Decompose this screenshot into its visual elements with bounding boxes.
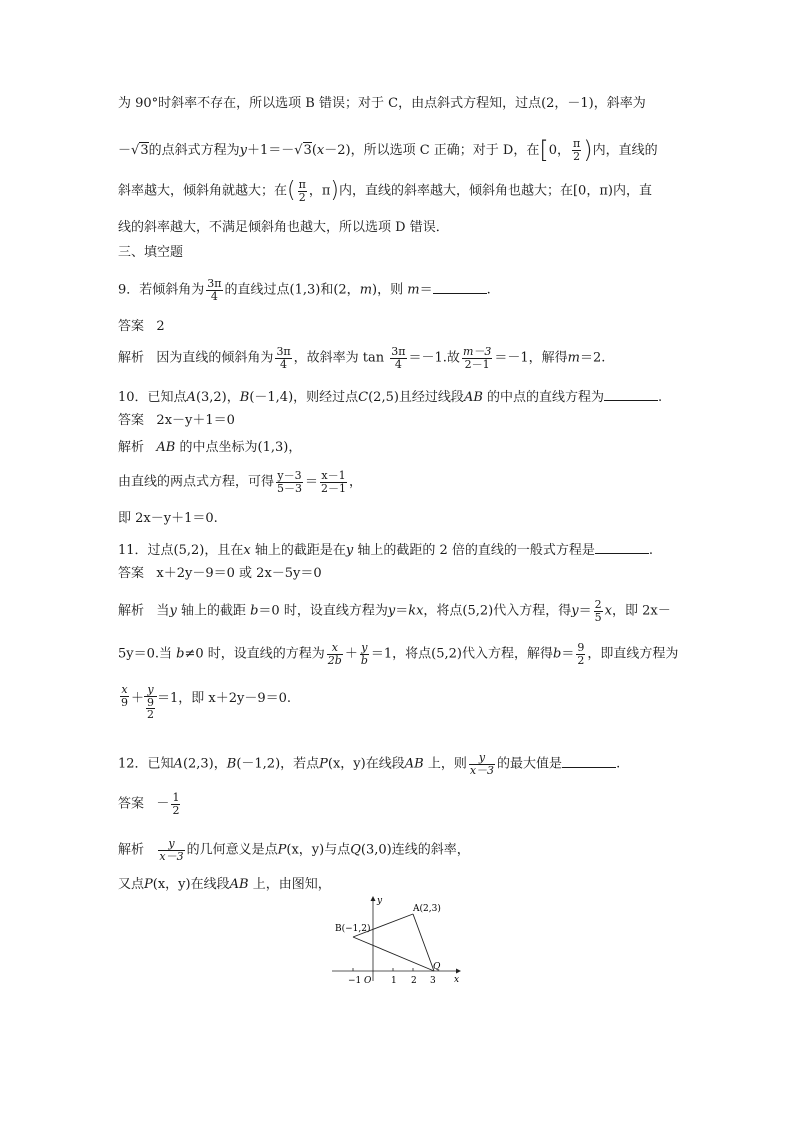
den: 9 <box>121 695 128 709</box>
den: 2 <box>147 708 155 722</box>
num: y <box>158 838 184 851</box>
question-12 <box>118 752 620 776</box>
text: ＝ <box>578 603 592 619</box>
var: kx <box>408 603 424 619</box>
sqrt-icon: √ <box>294 142 303 158</box>
var: A <box>186 390 196 405</box>
paragraph-line-3 <box>118 178 652 204</box>
paragraph-line-1 <box>118 96 646 112</box>
var: y <box>239 142 247 158</box>
answer-value: 2x－y＋1＝0 <box>156 413 235 428</box>
solution-10-line-1 <box>118 440 301 456</box>
text: 的中点的直线方程为 <box>487 390 605 405</box>
var: m <box>407 282 420 298</box>
fraction <box>120 684 129 708</box>
text: . <box>648 543 654 558</box>
text: 由直线的两点式方程，可得 <box>118 474 275 490</box>
solution-12-line-2 <box>118 877 331 893</box>
text: ，故斜率为 tan <box>293 350 385 366</box>
answer-sign: － <box>156 796 170 812</box>
var: y <box>571 603 579 619</box>
text: 的点斜式方程为 <box>148 142 240 158</box>
text: (x，y)在线段 <box>152 877 230 892</box>
text: 又点 <box>118 877 145 892</box>
text: (3,2)， <box>195 390 240 405</box>
num: y－3 <box>277 469 302 482</box>
num: y <box>361 641 368 654</box>
segment-BQ <box>353 937 434 971</box>
text: 10．已知点 <box>118 390 187 405</box>
text: ＝ <box>419 282 433 298</box>
text: 三、填空题 <box>118 245 184 260</box>
label-x: x <box>454 975 460 985</box>
text: 0， <box>548 142 571 158</box>
text: ＋ <box>131 691 145 706</box>
answer-blank <box>595 541 649 554</box>
text: (x，y)在线段 <box>327 756 405 772</box>
den: 4 <box>280 357 288 371</box>
solution-9 <box>118 346 605 370</box>
section-heading <box>118 245 183 261</box>
var: P <box>144 877 153 892</box>
x-axis-arrow-icon <box>456 969 461 974</box>
text: ＝－1，解得 <box>494 350 568 366</box>
text: 12．已知 <box>118 756 174 772</box>
text: 线的斜率越大，不满足倾斜角也越大，所以选项 D 错误． <box>118 220 449 235</box>
den: 2－1 <box>321 481 347 495</box>
var: P <box>277 842 287 858</box>
solution-10-line-2 <box>118 470 362 494</box>
text: 轴上的截距 <box>180 603 246 619</box>
var: y <box>345 543 354 558</box>
text: 的直线过点(1,3)和(2， <box>224 282 360 298</box>
text: 的几何意义是点 <box>186 842 278 858</box>
text: 当 <box>156 603 170 619</box>
text: 上，则 <box>427 756 467 772</box>
text: )，则 <box>372 282 404 298</box>
var: x <box>316 142 325 158</box>
sqrt-icon: √ <box>131 142 140 158</box>
text: ＝1，将点(5,2)代入方程，解得 <box>370 646 553 662</box>
text: ＝1，即 x＋2y－9＝0. <box>157 691 292 706</box>
text: 的最大值是 <box>497 756 563 772</box>
solution-11-line-3 <box>118 684 291 721</box>
paragraph-line-4 <box>118 220 449 236</box>
paragraph-line-2 <box>118 136 658 165</box>
answer-12 <box>118 792 182 816</box>
den: 4 <box>394 357 402 371</box>
text: 内，直线的 <box>592 142 658 158</box>
coordinate-figure <box>330 893 465 988</box>
tick-label: −1 <box>348 976 362 986</box>
den: 2 <box>298 190 306 204</box>
text: ＝ <box>395 603 409 619</box>
var: m <box>567 350 580 366</box>
answer-10 <box>118 413 235 429</box>
den: 5 <box>594 610 602 624</box>
den: 5－3 <box>277 481 303 495</box>
solution-label: 解析 <box>118 350 145 366</box>
num: 3π <box>207 277 222 290</box>
text: ＝－1.故 <box>408 350 460 366</box>
var: B <box>239 390 250 405</box>
text: ，即 2x－ <box>611 603 671 619</box>
num: y <box>469 752 495 765</box>
var: y <box>387 603 396 619</box>
fraction <box>594 599 603 623</box>
fraction <box>206 278 222 302</box>
den: b <box>360 653 368 667</box>
fraction <box>146 697 155 721</box>
text: 11．过点(5,2)，且在 <box>118 543 244 558</box>
y-axis-arrow-icon <box>371 896 376 901</box>
var: AB <box>463 390 483 405</box>
var: x <box>604 603 612 619</box>
text: 轴上的截距是在 <box>254 543 346 558</box>
solution-11-line-1 <box>118 599 671 623</box>
text: (－1,2)，若点 <box>236 756 320 772</box>
var: m <box>359 282 373 298</box>
num: 9 <box>577 641 585 654</box>
solution-10-line-3 <box>118 511 218 527</box>
den: 2 <box>573 149 581 163</box>
var: AB <box>404 756 424 772</box>
text: ，π <box>308 183 331 199</box>
text: ＋ <box>344 646 358 662</box>
text: (x，y)与点 <box>286 842 351 858</box>
fraction <box>276 470 303 494</box>
den <box>144 697 157 721</box>
var: A <box>173 756 183 772</box>
fraction <box>360 642 369 666</box>
var: Q <box>350 842 361 858</box>
var: AB <box>156 440 176 455</box>
var: C <box>358 390 369 405</box>
fraction <box>469 752 495 776</box>
num: y <box>144 684 157 697</box>
fraction <box>390 346 406 370</box>
num: x <box>121 683 128 696</box>
answer-label: 答案 <box>118 413 145 428</box>
answer-label: 答案 <box>118 796 145 812</box>
answer-11 <box>118 566 322 582</box>
question-11 <box>118 541 653 559</box>
text: ( <box>311 142 317 158</box>
solution-11-line-2 <box>118 642 678 666</box>
num: π <box>573 137 581 151</box>
num: x <box>327 642 343 655</box>
text: (2,5)且经过线段 <box>368 390 464 405</box>
fraction <box>462 346 492 370</box>
num: 3π <box>391 345 406 358</box>
var: AB <box>229 877 249 892</box>
fraction <box>576 642 585 666</box>
solution-label: 解析 <box>118 440 145 455</box>
tick-label: 2 <box>411 976 417 986</box>
tick-label: 3 <box>430 976 436 986</box>
label-A: A(2,3) <box>413 904 441 914</box>
paren-icon: ) <box>330 178 339 203</box>
num: x－1 <box>321 469 346 482</box>
den: 4 <box>210 289 218 303</box>
text: 的中点坐标为(1,3)， <box>179 440 302 455</box>
text: 轴上的截距的 2 倍的直线的一般式方程是 <box>357 543 595 558</box>
bracket-icon: [ <box>539 136 549 164</box>
tick-label: 1 <box>391 976 397 986</box>
var: y <box>169 603 177 619</box>
num: 3π <box>276 345 291 358</box>
question-9 <box>118 278 491 302</box>
answer-blank <box>604 388 658 401</box>
var: x <box>243 543 251 558</box>
fraction <box>158 838 184 862</box>
text: . <box>658 390 663 405</box>
paren-icon: ( <box>287 178 296 203</box>
var: B <box>226 756 237 772</box>
text: 5y＝0.当 <box>118 646 173 662</box>
answer-blank <box>562 755 616 768</box>
num: m－3 <box>462 345 492 358</box>
answer-value: 2 <box>156 319 165 334</box>
text: 上，由图知， <box>252 877 331 892</box>
text: 为 90°时斜率不存在，所以选项 B 错误；对于 C，由点斜式方程知，过点(2，－1)，斜率为 <box>118 96 646 111</box>
solution-12-line-1 <box>118 838 470 862</box>
text: ，即直线方程为 <box>587 646 679 662</box>
fraction <box>327 642 343 666</box>
text: 3 <box>303 142 312 158</box>
den: 2－1 <box>464 357 490 371</box>
text: ， <box>349 474 363 490</box>
answer-label: 答案 <box>118 319 145 334</box>
label-O: O <box>364 976 372 986</box>
text: . <box>486 282 491 298</box>
question-10 <box>118 388 662 406</box>
text: 斜率越大，倾斜角就越大；在 <box>118 183 288 199</box>
text: 内，直线的斜率越大，倾斜角也越大；在[0，π)内，直 <box>338 183 652 199</box>
fraction <box>171 792 180 816</box>
den: 2 <box>577 653 585 667</box>
var: b <box>553 646 562 662</box>
label-B: B(−1,2) <box>335 924 371 934</box>
fraction <box>275 346 291 370</box>
answer-9 <box>118 319 165 335</box>
label-Q: Q <box>433 962 441 972</box>
text: ，将点(5,2)代入方程，得 <box>423 603 572 619</box>
answer-label: 答案 <box>118 566 145 581</box>
segment-AQ <box>413 914 434 971</box>
text: (－1,4)，则经过点 <box>249 390 359 405</box>
text: 因为直线的倾斜角为 <box>156 350 274 366</box>
var: b <box>250 603 259 619</box>
bracket-icon: ) <box>583 136 593 164</box>
num: 2 <box>594 598 602 611</box>
label-y: y <box>377 896 383 906</box>
text: 即 2x－y＋1＝0. <box>118 511 218 526</box>
fraction <box>144 684 157 721</box>
var: b <box>176 646 185 662</box>
fraction <box>298 179 307 203</box>
text: 9．若倾斜角为 <box>118 282 205 298</box>
num: 1 <box>172 791 180 804</box>
fraction <box>572 138 581 162</box>
var: P <box>319 756 328 772</box>
text: 3 <box>140 142 149 158</box>
den: x－3 <box>159 849 184 863</box>
solution-label: 解析 <box>118 603 145 619</box>
text: ＝2. <box>579 350 606 366</box>
answer-value: x＋2y－9＝0 或 2x－5y＝0 <box>156 566 322 581</box>
den: x－3 <box>469 763 495 777</box>
text: ＝ <box>305 474 319 490</box>
text: ＋1＝－ <box>246 142 295 158</box>
text: ＝ <box>561 646 575 662</box>
solution-label: 解析 <box>118 842 145 858</box>
num: π <box>298 178 306 192</box>
text: －2)，所以选项 C 正确；对于 D，在 <box>324 142 540 158</box>
den: 2b <box>327 653 342 667</box>
text: . <box>616 756 621 772</box>
num: 9 <box>147 695 155 709</box>
text: ≠0 时，设直线的方程为 <box>184 646 325 662</box>
answer-blank <box>433 281 487 294</box>
text: (2,3)， <box>182 756 227 772</box>
fraction <box>320 470 347 494</box>
text: － <box>118 142 132 158</box>
text: ＝0 时，设直线方程为 <box>258 603 388 619</box>
text: (3,0)连线的斜率， <box>360 842 470 858</box>
den: 2 <box>172 803 180 817</box>
